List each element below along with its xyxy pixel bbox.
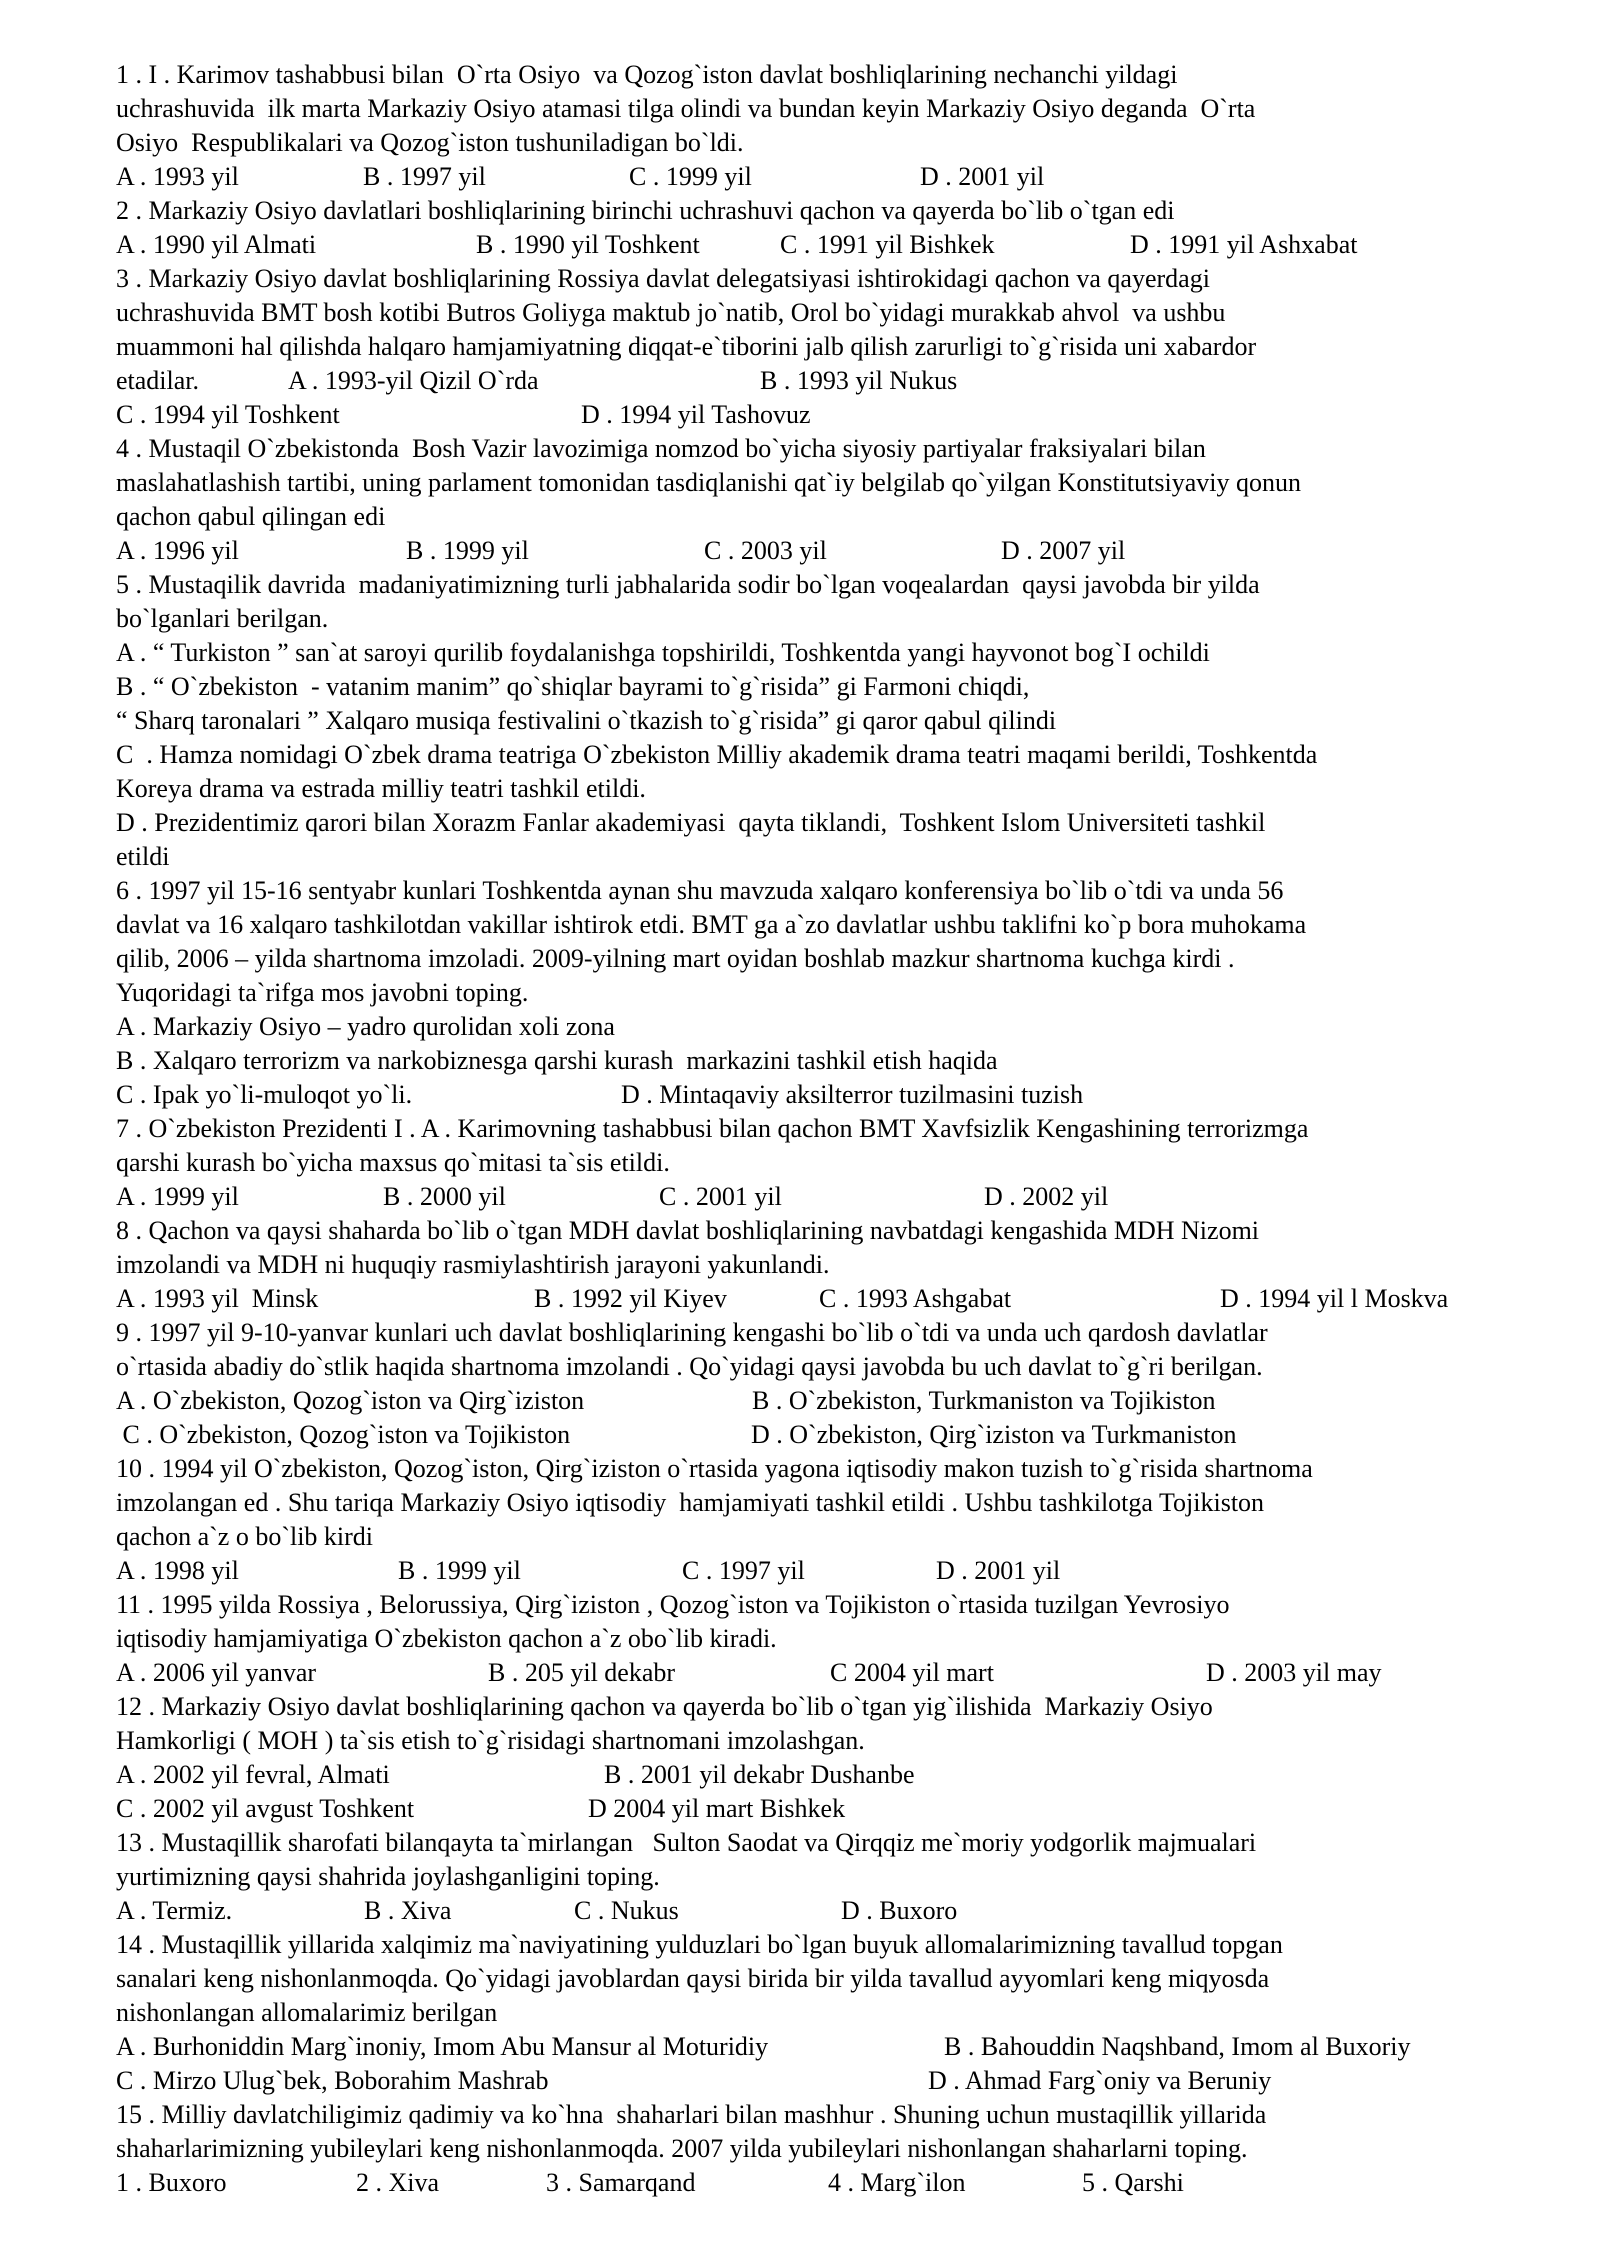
question-text-line: qachon qabul qilingan edi [116, 502, 386, 531]
question-text-line: iqtisodiy hamjamiyatiga O`zbekiston qachon a`z obo`lib kiradi. [116, 1624, 777, 1653]
question-text-line: 8 . Qachon va qaysi shaharda bo`lib o`tgan MDH davlat boshliqlarining navbatdagi kengashida MDH Nizomi [116, 1216, 1260, 1245]
question-text-line: nishonlangan allomalarimiz berilgan [116, 1998, 498, 2027]
question-text-line: 9 . 1997 yil 9-10-yanvar kunlari uch davlat boshliqlarining kengashi bo`lib o`tdi va unda uch qardosh davlatlar [116, 1318, 1268, 1347]
answer-option-b: B . Xalqaro terrorizm va narkobiznesga qarshi kurash markazini tashkil etish haqida [116, 1046, 998, 1075]
question-11 [116, 1588, 1500, 1690]
answer-row [116, 160, 1500, 194]
answer-option-c: C . 2001 yil [659, 1182, 782, 1211]
question-2 [116, 194, 1500, 262]
question-text-line: maslahatlashish tartibi, uning parlament tomonidan tasdiqlanishi qat`iy belgilab qo`yilgan Konstitutsiyaviy qonun [116, 468, 1301, 497]
answer-option-b: B . Bahouddin Naqshband, Imom al Buxoriy [944, 2032, 1411, 2061]
answer-option-d: D . Buxoro [841, 1896, 958, 1925]
question-text-line: o`rtasida abadiy do`stlik haqida shartnoma imzolandi . Qo`yidagi qaysi javobda bu uch davlat to`g`ri berilgan. [116, 1352, 1263, 1381]
question-text-line: Yuqoridagi ta`rifga mos javobni toping. [116, 978, 529, 1007]
answer-option-b: B . 1999 yil [406, 536, 529, 565]
answer-row [116, 364, 1500, 398]
answer-option-b: B . 205 yil dekabr [488, 1658, 676, 1687]
question-4 [116, 432, 1500, 568]
question-text-line: 7 . O`zbekiston Prezidenti I . A . Karimovning tashabbusi bilan qachon BMT Xavfsizlik Kengashining terrorizmga [116, 1114, 1309, 1143]
question-text-line: qilib, 2006 – yilda shartnoma imzoladi. 2009-yilning mart oyidan boshlab mazkur shartnoma kuchga kirdi . [116, 944, 1235, 973]
answer-option-d: D . O`zbekiston, Qirg`iziston va Turkmaniston [751, 1420, 1237, 1449]
answer-option-d: D . Mintaqaviy aksilterror tuzilmasini tuzish [621, 1080, 1084, 1109]
answer-option-d: D . Prezidentimiz qarori bilan Xorazm Fanlar akademiyasi qayta tiklandi, Toshkent Islom Universiteti tashkil [116, 808, 1266, 837]
answer-row [116, 1384, 1500, 1418]
answer-row [116, 1180, 1500, 1214]
answer-row [116, 1282, 1500, 1316]
question-text-line: shaharlarimizning yubileylari keng nishonlanmoqda. 2007 yilda yubileylari nishonlangan shaharlarni toping. [116, 2134, 1248, 2163]
answer-option-b: B . 1997 yil [363, 162, 486, 191]
answer-option-b: B . 1993 yil Nukus [760, 366, 958, 395]
question-text-line: yurtimizning qaysi shahrida joylashganligini toping. [116, 1862, 660, 1891]
question-text-line: sanalari keng nishonlanmoqda. Qo`yidagi javoblardan qaysi birida bir yilda tavallud ayyomlari keng miqyosda [116, 1964, 1270, 1993]
answer-option-c: C . 1993 Ashgabat [819, 1284, 1012, 1313]
answer-row [116, 1792, 1500, 1826]
answer-row [116, 2166, 1500, 2200]
answer-option-b-continued: “ Sharq taronalari ” Xalqaro musiqa festivalini o`tkazish to`g`risida” gi qaror qabul qilindi [116, 706, 1057, 735]
answer-option-c: C . O`zbekiston, Qozog`iston va Tojikiston [116, 1420, 571, 1449]
answer-option-c: C . 1999 yil [629, 162, 752, 191]
answer-option-c: C . Mirzo Ulug`bek, Boborahim Mashrab [116, 2066, 549, 2095]
question-text-line: davlat va 16 xalqaro tashkilotdan vakillar ishtirok etdi. BMT ga a`zo davlatlar ushbu taklifni ko`p bora muhokama [116, 910, 1307, 939]
answer-option-b: B . 1999 yil [398, 1556, 521, 1585]
answer-option-b: B . 2001 yil dekabr Dushanbe [604, 1760, 915, 1789]
question-7 [116, 1112, 1500, 1214]
answer-option-a: A . Termiz. [116, 1896, 233, 1925]
answer-row [116, 2030, 1500, 2064]
answer-option-c: C . Ipak yo`li-muloqot yo`li. [116, 1080, 413, 1109]
answer-option-a: A . 2002 yil fevral, Almati [116, 1760, 390, 1789]
question-8 [116, 1214, 1500, 1316]
answer-option-d: D . 2003 yil may [1206, 1658, 1382, 1687]
answer-row [116, 534, 1500, 568]
answer-option-d: D . 2007 yil [1001, 536, 1126, 565]
question-text-line: qarshi kurash bo`yicha maxsus qo`mitasi ta`sis etildi. [116, 1148, 670, 1177]
answer-option-a: A . “ Turkiston ” san`at saroyi qurilib foydalanishga topshirildi, Toshkentda yangi hayvonot bog`I ochildi [116, 638, 1210, 667]
answer-option-4: 4 . Marg`ilon [828, 2168, 966, 2197]
question-text-line: 3 . Markaziy Osiyo davlat boshliqlarining Rossiya davlat delegatsiyasi ishtirokidagi qachon va qayerdagi [116, 264, 1210, 293]
question-text-line: Hamkorligi ( MOH ) ta`sis etish to`g`risidagi shartnomani imzolashgan. [116, 1726, 865, 1755]
question-6 [116, 874, 1500, 1112]
answer-option-a: A . 1993-yil Qizil O`rda [288, 366, 539, 395]
answer-option-b: B . “ O`zbekiston - vatanim manim” qo`shiqlar bayrami to`g`risida” gi Farmoni chiqdi, [116, 672, 1030, 701]
answer-option-d-continued: etildi [116, 842, 170, 871]
question-text-line: uchrashuvida ilk marta Markaziy Osiyo atamasi tilga olindi va bundan keyin Markaziy Osiyo deganda O`rta [116, 94, 1256, 123]
question-text-line: 12 . Markaziy Osiyo davlat boshliqlarining qachon va qayerda bo`lib o`tgan yig`ilishida Markaziy Osiyo [116, 1692, 1213, 1721]
answer-option-d: D . 2001 yil [920, 162, 1045, 191]
question-9 [116, 1316, 1500, 1452]
answer-option-a: A . Burhoniddin Marg`inoniy, Imom Abu Mansur al Moturidiy [116, 2032, 769, 2061]
question-13 [116, 1826, 1500, 1928]
question-text-line: qachon a`z o bo`lib kirdi [116, 1522, 374, 1551]
question-text-line: muammoni hal qilishda halqaro hamjamiyatning diqqat-e`tiborini jalb qilish zarurligi to`g`risida uni xabardor [116, 332, 1257, 361]
question-text-line: imzolandi va MDH ni huquqiy rasmiylashtirish jarayoni yakunlandi. [116, 1250, 830, 1279]
answer-row [116, 1418, 1500, 1452]
answer-option-c-continued: Koreya drama va estrada milliy teatri tashkil etildi. [116, 774, 646, 803]
answer-row [116, 228, 1500, 262]
answer-option-c: C . Hamza nomidagi O`zbek drama teatriga O`zbekiston Milliy akademik drama teatri maqami berildi, Toshkentda [116, 740, 1318, 769]
answer-row [116, 1554, 1500, 1588]
answer-option-d: D 2004 yil mart Bishkek [588, 1794, 846, 1823]
answer-option-1: 1 . Buxoro [116, 2168, 227, 2197]
answer-option-d: D . 1994 yil Tashovuz [581, 400, 811, 429]
question-text-line: 13 . Mustaqillik sharofati bilanqayta ta`mirlangan Sulton Saodat va Qirqqiz me`moriy yodgorlik majmualari [116, 1828, 1257, 1857]
answer-row [116, 1656, 1500, 1690]
question-text-line: 5 . Mustaqilik davrida madaniyatimizning turli jabhalarida sodir bo`lgan voqealardan qaysi javobda bir yilda [116, 570, 1260, 599]
answer-option-d: D . 1991 yil Ashxabat [1130, 230, 1358, 259]
answer-option-c: C . 2002 yil avgust Toshkent [116, 1794, 415, 1823]
answer-option-b: B . Xiva [364, 1896, 452, 1925]
answer-option-c: C . Nukus [574, 1896, 679, 1925]
answer-option-a: A . 1990 yil Almati [116, 230, 317, 259]
question-15 [116, 2098, 1500, 2200]
answer-option-d: D . 1994 yil l Moskva [1220, 1284, 1449, 1313]
answer-option-a: A . 1999 yil [116, 1182, 239, 1211]
answer-row [116, 398, 1500, 432]
answer-option-c: C 2004 yil mart [830, 1658, 994, 1687]
answer-option-a: A . 1998 yil [116, 1556, 239, 1585]
question-text-line: 10 . 1994 yil O`zbekiston, Qozog`iston, Qirg`iziston o`rtasida yagona iqtisodiy makon tuzish to`g`risida shartnoma [116, 1454, 1313, 1483]
answer-option-d: D . 2001 yil [936, 1556, 1061, 1585]
answer-option-b: B . 2000 yil [383, 1182, 506, 1211]
answer-option-c: C . 2003 yil [704, 536, 827, 565]
answer-option-5: 5 . Qarshi [1082, 2168, 1184, 2197]
question-1 [116, 58, 1500, 194]
question-text-line: 15 . Milliy davlatchiligimiz qadimiy va ko`hna shaharlari bilan mashhur . Shuning uchun mustaqillik yillarida [116, 2100, 1267, 2129]
question-text-line: etadilar. [116, 366, 200, 395]
answer-option-b: B . 1990 yil Toshkent [476, 230, 700, 259]
question-3 [116, 262, 1500, 432]
question-10 [116, 1452, 1500, 1588]
answer-option-c: C . 1997 yil [682, 1556, 805, 1585]
question-text-line: bo`lganlari berilgan. [116, 604, 329, 633]
question-12 [116, 1690, 1500, 1826]
answer-option-a: A . Markaziy Osiyo – yadro qurolidan xoli zona [116, 1012, 615, 1041]
answer-option-d: D . Ahmad Farg`oniy va Beruniy [928, 2066, 1272, 2095]
question-text-line: uchrashuvida BMT bosh kotibi Butros Goliyga maktub jo`natib, Orol bo`yidagi murakkab ahvol va ushbu [116, 298, 1226, 327]
question-text-line: 4 . Mustaqil O`zbekistonda Bosh Vazir lavozimiga nomzod bo`yicha siyosiy partiyalar fraksiyalari bilan [116, 434, 1206, 463]
question-text-line: imzolangan ed . Shu tariqa Markaziy Osiyo iqtisodiy hamjamiyati tashkil etildi . Ushbu tashkilotga Tojikiston [116, 1488, 1265, 1517]
question-text-line: 2 . Markaziy Osiyo davlatlari boshliqlarining birinchi uchrashuvi qachon va qayerda bo`lib o`tgan edi [116, 196, 1175, 225]
answer-option-2: 2 . Xiva [356, 2168, 440, 2197]
answer-option-a: A . 1993 yil [116, 162, 239, 191]
answer-row [116, 1078, 1500, 1112]
question-text-line: 1 . I . Karimov tashabbusi bilan O`rta Osiyo va Qozog`iston davlat boshliqlarining nechanchi yildagi [116, 60, 1178, 89]
question-text-line: 14 . Mustaqillik yillarida xalqimiz ma`naviyatining yulduzlari bo`lgan buyuk allomalarimizning tavallud topgan [116, 1930, 1283, 1959]
answer-option-a: A . 1996 yil [116, 536, 239, 565]
answer-row [116, 1894, 1500, 1928]
answer-option-d: D . 2002 yil [984, 1182, 1109, 1211]
question-text-line: 11 . 1995 yilda Rossiya , Belorussiya, Qirg`iziston , Qozog`iston va Tojikiston o`rtasida tuzilgan Yevrosiyo [116, 1590, 1230, 1619]
question-14 [116, 1928, 1500, 2098]
answer-row [116, 2064, 1500, 2098]
question-5 [116, 568, 1500, 874]
answer-row [116, 1758, 1500, 1792]
answer-option-c: C . 1991 yil Bishkek [780, 230, 995, 259]
answer-option-a: A . 1993 yil Minsk [116, 1284, 319, 1313]
question-text-line: 6 . 1997 yil 15-16 sentyabr kunlari Toshkentda aynan shu mavzuda xalqaro konferensiya bo`lib o`tdi va unda 56 [116, 876, 1284, 905]
question-text-line: Osiyo Respublikalari va Qozog`iston tushuniladigan bo`ldi. [116, 128, 744, 157]
answer-option-b: B . 1992 yil Kiyev [534, 1284, 727, 1313]
answer-option-a: A . O`zbekiston, Qozog`iston va Qirg`iziston [116, 1386, 585, 1415]
answer-option-a: A . 2006 yil yanvar [116, 1658, 317, 1687]
answer-option-b: B . O`zbekiston, Turkmaniston va Tojikiston [752, 1386, 1216, 1415]
answer-option-c: C . 1994 yil Toshkent [116, 400, 340, 429]
answer-option-3: 3 . Samarqand [546, 2168, 696, 2197]
